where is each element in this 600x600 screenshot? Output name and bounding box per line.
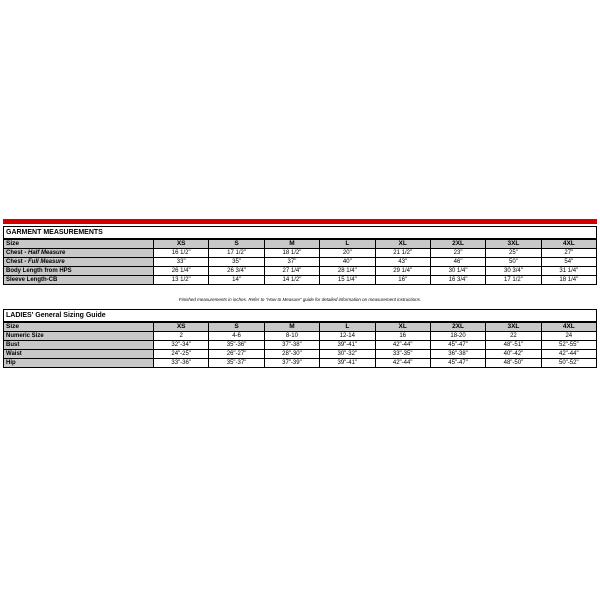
table-cell: 25": [486, 249, 541, 258]
table-cell: 18-20: [430, 332, 485, 341]
table-cell: 24"-25": [154, 350, 209, 359]
table-cell: 16": [375, 276, 430, 285]
table-cell: 48"-51": [486, 341, 541, 350]
table-cell: 12-14: [320, 332, 375, 341]
table-cell: 31 1/4": [541, 267, 596, 276]
table-cell: 30"-32": [320, 350, 375, 359]
table-cell: 8-10: [264, 332, 319, 341]
red-accent-bar: [3, 219, 597, 224]
size-column-header: L: [320, 322, 375, 332]
row-label-text: Sleeve Length-CB: [6, 277, 58, 283]
table-cell: 46": [430, 258, 485, 267]
table-row: [4, 276, 597, 285]
ladies-sizing-table: [3, 309, 597, 368]
table-row: [4, 359, 597, 368]
table-cell: 37"-38": [264, 341, 319, 350]
table-cell: 2: [154, 332, 209, 341]
ladies-table-title: LADIES' General Sizing Guide: [4, 310, 597, 323]
table-cell: 42"-44": [541, 350, 596, 359]
size-column-header: XL: [375, 239, 430, 249]
row-label-text: Waist: [6, 351, 22, 357]
table-row: [4, 249, 597, 258]
table-cell: 42"-44": [375, 341, 430, 350]
table-cell: 16: [375, 332, 430, 341]
size-column-header: XS: [154, 239, 209, 249]
row-label-text: Hip: [6, 360, 16, 366]
size-column-header: S: [209, 322, 264, 332]
table-cell: 37": [264, 258, 319, 267]
table-cell: 23": [430, 249, 485, 258]
size-column-header: 3XL: [486, 322, 541, 332]
table-cell: 39"-41": [320, 341, 375, 350]
garment-measurements-table: [3, 226, 597, 285]
table-cell: 17 1/2": [486, 276, 541, 285]
size-column-header: 3XL: [486, 239, 541, 249]
table-cell: 28 1/4": [320, 267, 375, 276]
table-cell: 30 1/4": [430, 267, 485, 276]
table-cell: 14 1/2": [264, 276, 319, 285]
row-label: [4, 267, 154, 276]
table-cell: 50": [486, 258, 541, 267]
row-label: [4, 276, 154, 285]
table-cell: 13 1/2": [154, 276, 209, 285]
table-cell: 40": [320, 258, 375, 267]
row-label: [4, 249, 154, 258]
table-cell: 18 1/2": [264, 249, 319, 258]
table-cell: 20": [320, 249, 375, 258]
table-cell: 15 1/4": [320, 276, 375, 285]
size-column-header: S: [209, 239, 264, 249]
size-header: Size: [4, 322, 154, 332]
table-cell: 21 1/2": [375, 249, 430, 258]
table-row: [4, 341, 597, 350]
table-cell: 28"-30": [264, 350, 319, 359]
table-row: [4, 258, 597, 267]
table-cell: 17 1/2": [209, 249, 264, 258]
row-label: [4, 258, 154, 267]
table-cell: 37"-39": [264, 359, 319, 368]
size-column-header: M: [264, 322, 319, 332]
table-cell: 24: [541, 332, 596, 341]
table-cell: 33": [154, 258, 209, 267]
size-column-header: XS: [154, 322, 209, 332]
table-cell: 36"-38": [430, 350, 485, 359]
row-label-emphasis: Half Measure: [28, 250, 66, 256]
size-column-header: 4XL: [541, 322, 596, 332]
row-label-text: Chest -: [6, 259, 29, 265]
table-cell: 45"-47": [430, 341, 485, 350]
table-cell: 4-6: [209, 332, 264, 341]
table-cell: 35": [209, 258, 264, 267]
table-cell: 52"-55": [541, 341, 596, 350]
row-label: [4, 350, 154, 359]
row-label-text: Numeric Size: [6, 333, 44, 339]
table-cell: 35"-36": [209, 341, 264, 350]
table-cell: 22: [486, 332, 541, 341]
row-label: [4, 341, 154, 350]
table-cell: 27 1/4": [264, 267, 319, 276]
table-cell: 35"-37": [209, 359, 264, 368]
table-cell: 18 1/4": [541, 276, 596, 285]
table-cell: 30 3/4": [486, 267, 541, 276]
size-column-header: M: [264, 239, 319, 249]
table-cell: 40"-42": [486, 350, 541, 359]
size-column-header: L: [320, 239, 375, 249]
row-label-text: Chest -: [6, 250, 29, 256]
table-cell: 16 3/4": [430, 276, 485, 285]
table-cell: 32"-34": [154, 341, 209, 350]
table-cell: 16 1/2": [154, 249, 209, 258]
row-label: [4, 359, 154, 368]
table-cell: 33"-36": [154, 359, 209, 368]
table-cell: 42"-44": [375, 359, 430, 368]
size-column-header: 2XL: [430, 322, 485, 332]
table-cell: 45"-47": [430, 359, 485, 368]
size-column-header: 2XL: [430, 239, 485, 249]
row-label-text: Body Length from HPS: [6, 268, 72, 274]
measurement-note: Finished measurements in inches. Refer to "How to Measure" guide for detailed information on measurement instructions.: [178, 297, 422, 302]
table-cell: 27": [541, 249, 596, 258]
table-row: [4, 267, 597, 276]
size-column-header: XL: [375, 322, 430, 332]
table-cell: 33"-35": [375, 350, 430, 359]
table-row: [4, 350, 597, 359]
table-cell: 39"-41": [320, 359, 375, 368]
table-cell: 48"-50": [486, 359, 541, 368]
row-label-emphasis: Full Measure: [28, 259, 65, 265]
row-label: [4, 332, 154, 341]
table-cell: 50"-52": [541, 359, 596, 368]
table-cell: 26 3/4": [209, 267, 264, 276]
table-cell: 26 1/4": [154, 267, 209, 276]
garment-table-title: GARMENT MEASUREMENTS: [4, 227, 597, 240]
table-cell: 14": [209, 276, 264, 285]
table-cell: 29 1/4": [375, 267, 430, 276]
size-column-header: 4XL: [541, 239, 596, 249]
row-label-text: Bust: [6, 342, 20, 348]
size-header: Size: [4, 239, 154, 249]
table-row: [4, 332, 597, 341]
table-cell: 54": [541, 258, 596, 267]
table-cell: 43": [375, 258, 430, 267]
table-cell: 26"-27": [209, 350, 264, 359]
